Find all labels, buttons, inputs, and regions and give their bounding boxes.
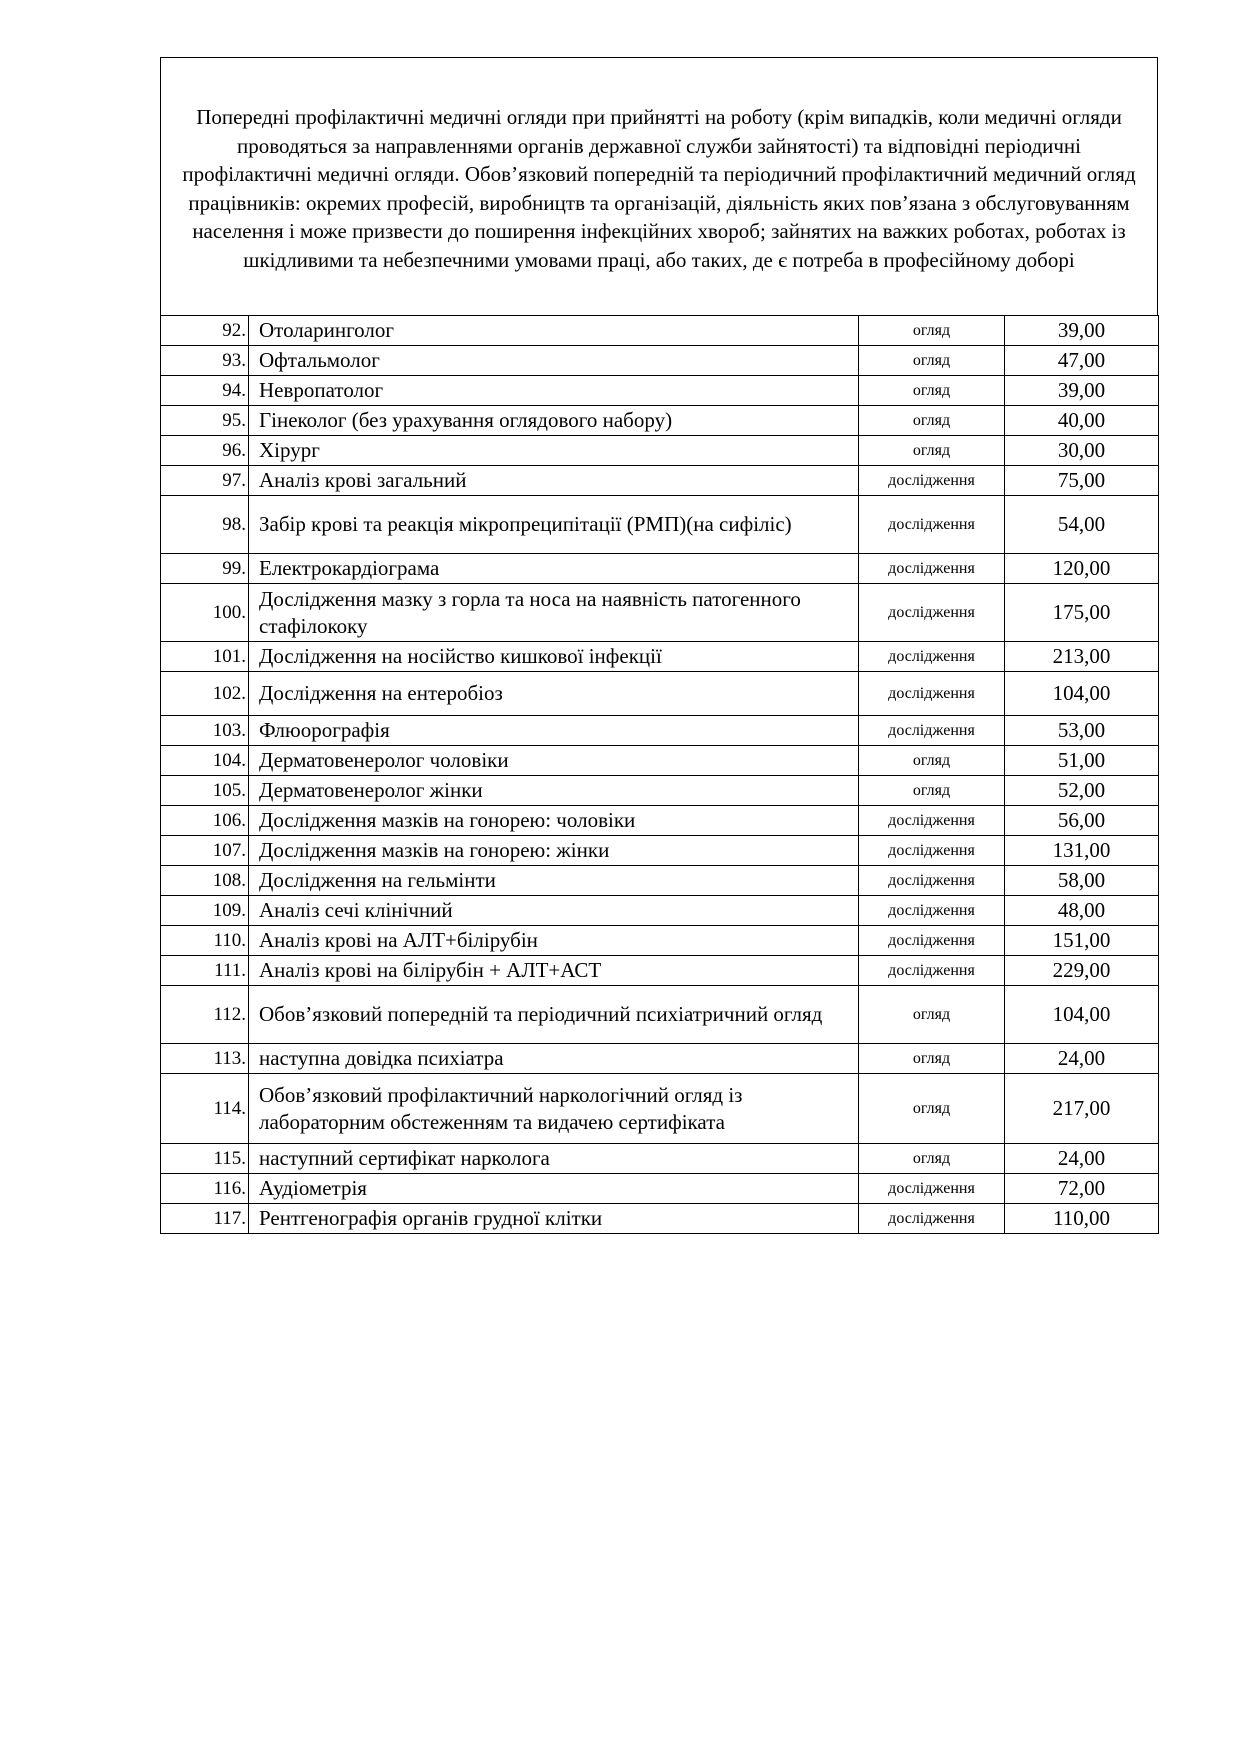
service-price: 56,00 [1005, 806, 1159, 836]
service-price: 39,00 [1005, 316, 1159, 346]
service-price: 229,00 [1005, 956, 1159, 986]
service-unit: дослідження [859, 642, 1005, 672]
service-unit: дослідження [859, 496, 1005, 554]
row-number: 112. [161, 986, 249, 1044]
row-number: 108. [161, 866, 249, 896]
table-row [161, 986, 1159, 1044]
row-number: 104. [161, 746, 249, 776]
row-number: 109. [161, 896, 249, 926]
service-price: 75,00 [1005, 466, 1159, 496]
service-price: 54,00 [1005, 496, 1159, 554]
row-number: 113. [161, 1044, 249, 1074]
service-price: 213,00 [1005, 642, 1159, 672]
service-price: 24,00 [1005, 1144, 1159, 1174]
table-row [161, 672, 1159, 716]
table-row [161, 316, 1159, 346]
service-name: Отоларинголог [249, 316, 859, 346]
service-unit: дослідження [859, 672, 1005, 716]
table-row [161, 346, 1159, 376]
service-unit: огляд [859, 316, 1005, 346]
row-number: 98. [161, 496, 249, 554]
service-price: 53,00 [1005, 716, 1159, 746]
services-table [160, 315, 1159, 1234]
service-price: 51,00 [1005, 746, 1159, 776]
row-number: 116. [161, 1174, 249, 1204]
service-name: Електрокардіограма [249, 554, 859, 584]
service-unit: огляд [859, 436, 1005, 466]
row-number: 107. [161, 836, 249, 866]
service-unit: дослідження [859, 716, 1005, 746]
service-name: Обов’язковий попередній та періодичний психіатричний огляд [249, 986, 859, 1044]
table-row [161, 496, 1159, 554]
service-name: Дослідження на носійство кишкової інфекції [249, 642, 859, 672]
service-unit: дослідження [859, 554, 1005, 584]
service-unit: огляд [859, 406, 1005, 436]
service-unit: дослідження [859, 1174, 1005, 1204]
service-unit: дослідження [859, 836, 1005, 866]
table-row [161, 436, 1159, 466]
table-row [161, 466, 1159, 496]
service-unit: дослідження [859, 1204, 1005, 1234]
service-price: 104,00 [1005, 672, 1159, 716]
service-name: Флюорографія [249, 716, 859, 746]
table-row [161, 1144, 1159, 1174]
service-unit: огляд [859, 1144, 1005, 1174]
section-header [160, 57, 1158, 315]
table-row [161, 1204, 1159, 1234]
table-row [161, 926, 1159, 956]
row-number: 101. [161, 642, 249, 672]
service-name: Аудіометрія [249, 1174, 859, 1204]
service-name: Невропатолог [249, 376, 859, 406]
service-name: Аналіз крові на білірубін + АЛТ+АСТ [249, 956, 859, 986]
table-row [161, 746, 1159, 776]
table-row [161, 642, 1159, 672]
service-price: 104,00 [1005, 986, 1159, 1044]
service-unit: огляд [859, 776, 1005, 806]
price-list-page [160, 57, 1158, 1234]
service-name: Рентгенографія органів грудної клітки [249, 1204, 859, 1234]
service-unit: огляд [859, 746, 1005, 776]
table-row [161, 836, 1159, 866]
service-price: 217,00 [1005, 1074, 1159, 1144]
service-price: 131,00 [1005, 836, 1159, 866]
table-row [161, 716, 1159, 746]
service-price: 52,00 [1005, 776, 1159, 806]
service-name: Дослідження на гельмінти [249, 866, 859, 896]
row-number: 99. [161, 554, 249, 584]
service-unit: огляд [859, 986, 1005, 1044]
service-name: Дослідження мазків на гонорею: жінки [249, 836, 859, 866]
row-number: 117. [161, 1204, 249, 1234]
service-unit: огляд [859, 1044, 1005, 1074]
service-unit: огляд [859, 1074, 1005, 1144]
service-price: 39,00 [1005, 376, 1159, 406]
service-price: 72,00 [1005, 1174, 1159, 1204]
table-row [161, 806, 1159, 836]
table-row [161, 406, 1159, 436]
row-number: 93. [161, 346, 249, 376]
service-price: 24,00 [1005, 1044, 1159, 1074]
table-row [161, 584, 1159, 642]
row-number: 95. [161, 406, 249, 436]
row-number: 100. [161, 584, 249, 642]
service-price: 175,00 [1005, 584, 1159, 642]
table-row [161, 866, 1159, 896]
service-price: 30,00 [1005, 436, 1159, 466]
service-price: 40,00 [1005, 406, 1159, 436]
service-name: наступний сертифікат нарколога [249, 1144, 859, 1174]
service-unit: дослідження [859, 866, 1005, 896]
service-name: Аналіз сечі клінічний [249, 896, 859, 926]
table-row [161, 554, 1159, 584]
service-name: Аналіз крові загальний [249, 466, 859, 496]
service-name: Дослідження мазків на гонорею: чоловіки [249, 806, 859, 836]
row-number: 92. [161, 316, 249, 346]
service-price: 47,00 [1005, 346, 1159, 376]
table-row [161, 376, 1159, 406]
service-name: Дерматовенеролог чоловіки [249, 746, 859, 776]
row-number: 106. [161, 806, 249, 836]
row-number: 111. [161, 956, 249, 986]
row-number: 97. [161, 466, 249, 496]
table-row [161, 956, 1159, 986]
service-price: 120,00 [1005, 554, 1159, 584]
service-name: Дослідження на ентеробіоз [249, 672, 859, 716]
table-row [161, 1044, 1159, 1074]
section-header-text: Попередні профілактичні медичні огляди при прийнятті на роботу (крім випадків, коли медичні огляди проводяться за направленнями органів державної служби зайнятості) та відповідні періодичні профілактичні медичні огляди. Обов’язковий попередній та періодичний профілактичний медичний огляд працівників: окремих професій, виробництв та організацій, діяльність яких пов’язана з обслуговуванням населення і може призвести до поширення інфекційних хвороб; зайнятих на важких роботах, роботах із шкідливими та небезпечними умовами праці, або таких, де є потреба в професійному доборі [182, 105, 1136, 272]
service-unit: огляд [859, 376, 1005, 406]
service-unit: дослідження [859, 584, 1005, 642]
service-name: Дослідження мазку з горла та носа на наявність патогенного стафілококу [249, 584, 859, 642]
row-number: 115. [161, 1144, 249, 1174]
service-name: Хірург [249, 436, 859, 466]
row-number: 102. [161, 672, 249, 716]
service-name: Аналіз крові на АЛТ+білірубін [249, 926, 859, 956]
row-number: 94. [161, 376, 249, 406]
row-number: 96. [161, 436, 249, 466]
service-name: Забір крові та реакція мікропреципітації (РМП)(на сифіліс) [249, 496, 859, 554]
service-price: 58,00 [1005, 866, 1159, 896]
table-row [161, 1174, 1159, 1204]
service-price: 151,00 [1005, 926, 1159, 956]
row-number: 114. [161, 1074, 249, 1144]
service-name: наступна довідка психіатра [249, 1044, 859, 1074]
table-row [161, 776, 1159, 806]
service-name: Офтальмолог [249, 346, 859, 376]
service-unit: дослідження [859, 896, 1005, 926]
service-unit: дослідження [859, 466, 1005, 496]
service-unit: огляд [859, 346, 1005, 376]
table-row [161, 896, 1159, 926]
service-price: 48,00 [1005, 896, 1159, 926]
service-price: 110,00 [1005, 1204, 1159, 1234]
service-name: Обов’язковий профілактичний наркологічний огляд із лабораторним обстеженням та видачею сертифіката [249, 1074, 859, 1144]
service-unit: дослідження [859, 926, 1005, 956]
row-number: 105. [161, 776, 249, 806]
service-name: Дерматовенеролог жінки [249, 776, 859, 806]
service-unit: дослідження [859, 806, 1005, 836]
service-name: Гінеколог (без урахування оглядового набору) [249, 406, 859, 436]
table-row [161, 1074, 1159, 1144]
service-unit: дослідження [859, 956, 1005, 986]
row-number: 103. [161, 716, 249, 746]
row-number: 110. [161, 926, 249, 956]
